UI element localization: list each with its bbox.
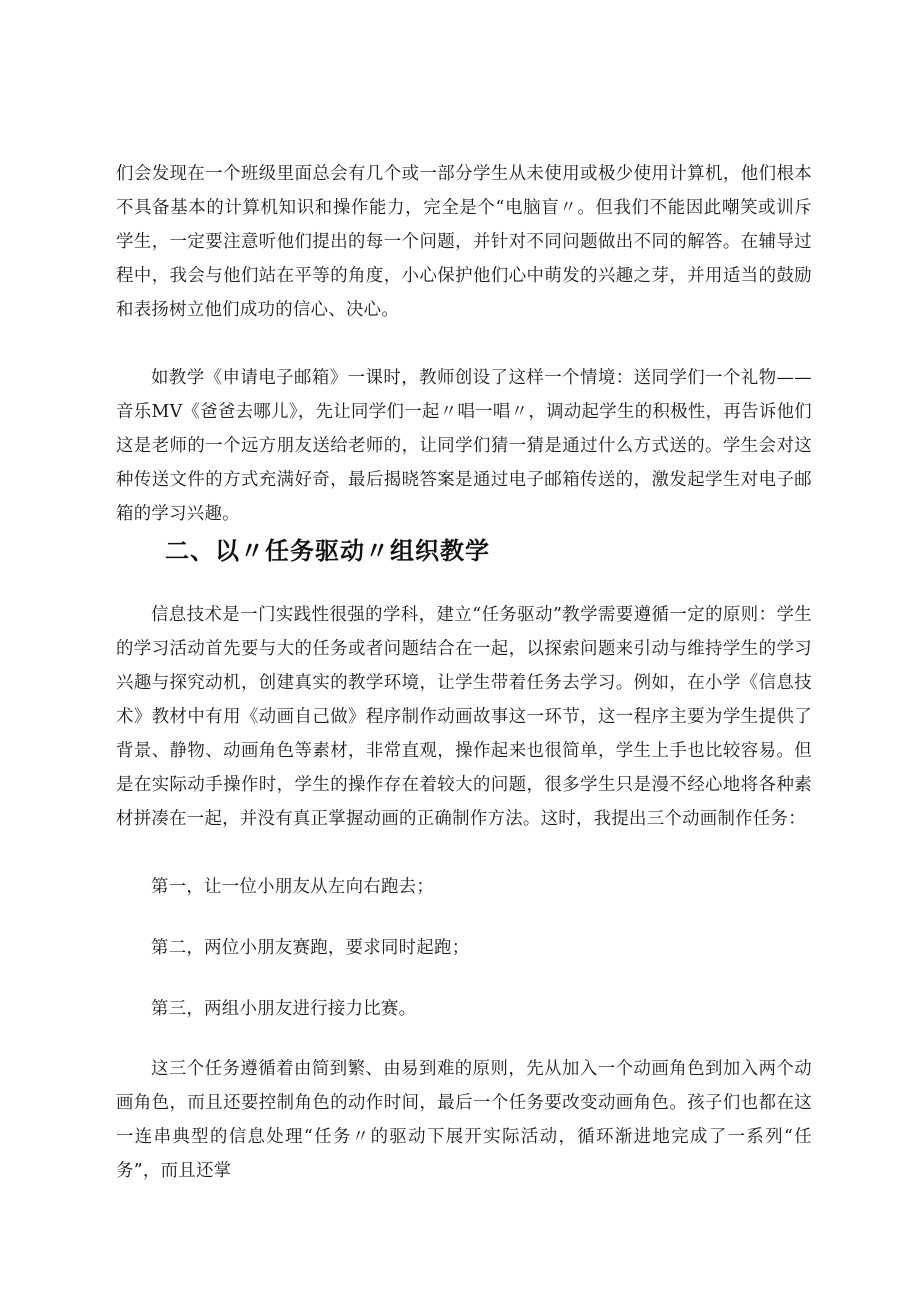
paragraph-computer-illiterate-students: 们会发现在一个班级里面总会有几个或一部分学生从未使用或极少使用计算机，他们根本不具备基本的计算机知识和操作能力，完全是个“电脑盲〃。但我们不能因此嘲笑或训斥学生，一定要注意听他们提出的每一个问题，并针对不同问题做出不同的解答。在辅导过程中，我会与他们站在平等的角度，小心保护他们心中萌发的兴趣之芽，并用适当的鼓励和表扬树立他们成功的信心、决心。 (116, 164, 812, 320)
paragraph-task-driven-principles: 信息技术是一门实践性很强的学科，建立“任务驱动”教学需要遵循一定的原则：学生的学习活动首先要与大的任务或者问题结合在一起，以探索问题来引动与维持学生的学习兴趣与探究动机，创建真实的教学环境，让学生带着任务去学习。例如，在小学《信息技术》教材中有用《动画自己做》程序制作动画故事这一环节，这一程序主要为学生提供了背景、静物、动画角色等素材，非常直观，操作起来也很简单，学生上手也比较容易。但是在实际动手操作时，学生的操作存在着较大的问题，很多学生只是漫不经心地将各种素材拼凑在一起，并没有真正掌握动画的正确制作方法。这时，我提出三个动画制作任务： (116, 605, 812, 829)
paragraph-task-progression: 这三个任务遵循着由简到繁、由易到难的原则，先从加入一个动画角色到加入两个动画角色，而且还要控制角色的动作时间，最后一个任务要改变动画角色。孩子们也都在这一连串典型的信息处理“任务〃的驱动下展开实际活动，循环渐进地完成了一系列“任务”，而且还掌 (116, 1059, 812, 1181)
section-heading-task-driven: 二、以〃任务驱动〃组织教学 (165, 537, 490, 565)
list-item-task-3: 第三，两组小朋友进行接力比赛。 (151, 999, 417, 1019)
paragraph-email-lesson-example: 如教学《申请电子邮箱》一课时，教师创设了这样一个情境：送同学们一个礼物——音乐MV《爸爸去哪儿》，先让同学们一起〃唱一唱〃，调动起学生的积极性，再告诉他们这是老师的一个远方朋友送给老师的，让同学们猜一猜是通过什么方式送的。学生会对这种传送文件的方式充满好奇，最后揭晓答案是通过电子邮箱传送的，激发起学生对电子邮箱的学习兴趣。 (116, 368, 812, 524)
list-item-task-2: 第二，两位小朋友赛跑，要求同时起跑； (151, 938, 470, 958)
list-item-task-1: 第一，让一位小朋友从左向右跑去； (151, 877, 435, 897)
